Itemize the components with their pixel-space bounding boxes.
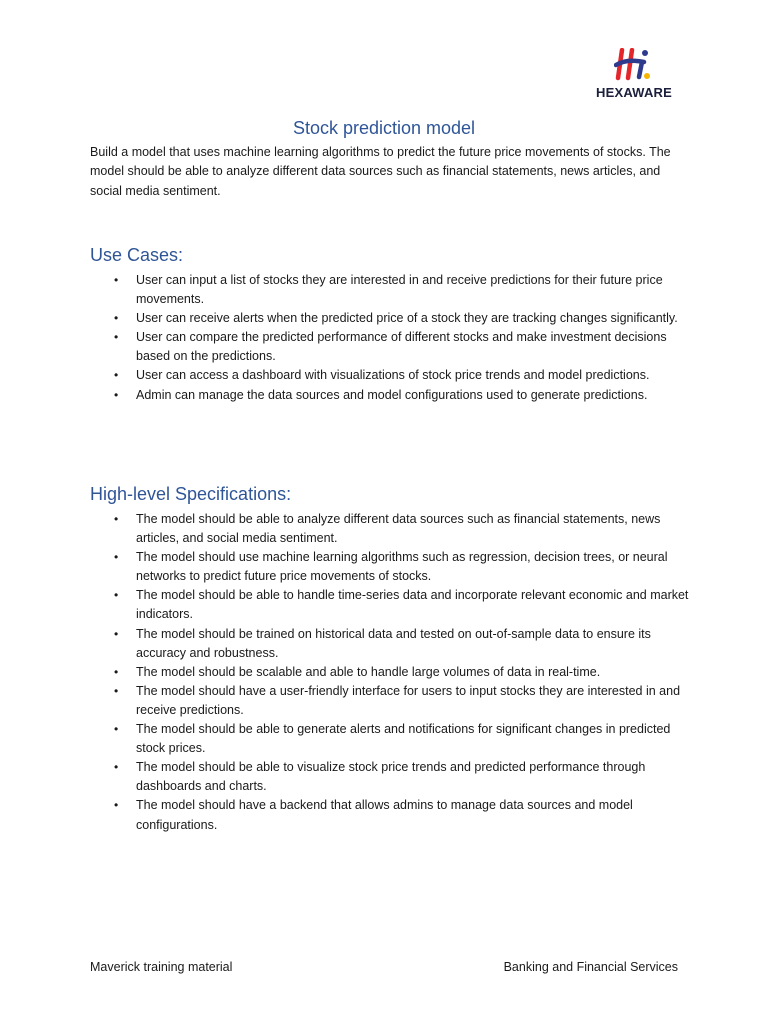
list-item <box>90 586 690 624</box>
list-item-text: The model should be able to handle time-series data and incorporate relevant economic and market indicators. <box>136 588 689 622</box>
specs-heading: High-level Specifications: <box>90 484 292 504</box>
list-item-text: User can compare the predicted performance of different stocks and make investment decisions based on the predictions. <box>136 330 667 364</box>
list-item <box>90 366 690 385</box>
list-item <box>90 386 690 405</box>
list-item-text: The model should have a backend that allows admins to manage data sources and model configurations. <box>136 798 633 832</box>
bullet-icon: • <box>114 311 119 326</box>
bullet-icon: • <box>114 550 119 565</box>
list-item-text: User can input a list of stocks they are interested in and receive predictions for their future price movements. <box>136 273 663 307</box>
specs-list <box>90 510 690 835</box>
bullet-icon: • <box>114 626 119 641</box>
list-item <box>90 328 690 366</box>
list-item-text: The model should be trained on historical data and tested on out-of-sample data to ensure its accuracy and robustness. <box>136 626 651 660</box>
list-item <box>90 682 690 720</box>
bullet-icon: • <box>114 512 119 526</box>
bullet-icon: • <box>114 588 119 603</box>
list-item-text: The model should have a user-friendly interface for users to input stocks they are interested in and receive predictions. <box>136 683 681 717</box>
list-item-text: The model should be able to visualize stock price trends and predicted performance through dashboards and charts. <box>136 760 646 794</box>
list-item-text: User can receive alerts when the predicted price of a stock they are tracking changes significantly. <box>136 311 678 326</box>
bullet-icon: • <box>114 798 119 813</box>
list-item <box>90 510 690 548</box>
bullet-icon: • <box>114 683 119 698</box>
list-item <box>90 720 690 758</box>
page-title: Stock prediction model <box>292 118 476 138</box>
footer-right-text: Banking and Financial Services <box>503 960 678 974</box>
hexaware-hi-icon <box>614 48 654 82</box>
list-item-text: The model should be able to analyze different data sources such as financial statements, news articles, and social media sentiment. <box>136 512 661 546</box>
bullet-icon: • <box>114 664 119 679</box>
bullet-icon: • <box>114 330 119 345</box>
list-item-text: The model should be able to generate alerts and notifications for significant changes in predicted stock prices. <box>136 722 671 756</box>
bullet-icon: • <box>114 760 119 775</box>
list-item <box>90 663 690 682</box>
use-cases-heading: Use Cases: <box>90 245 184 265</box>
list-item <box>90 625 690 663</box>
hexaware-logo <box>588 48 680 102</box>
list-item <box>90 309 690 328</box>
list-item <box>90 271 690 309</box>
bullet-icon: • <box>114 722 119 737</box>
bullet-icon: • <box>114 387 119 402</box>
list-item <box>90 758 690 796</box>
bullet-icon: • <box>114 368 119 383</box>
list-item-text: The model should use machine learning algorithms such as regression, decision trees, or neural networks to predict future price movements of stocks. <box>136 550 668 584</box>
intro-paragraph: Build a model that uses machine learning algorithms to predict the future price movements of stocks. The model should be able to analyze different data sources such as financial statements, news articles, and social media sentiment. <box>90 145 671 198</box>
list-item <box>90 548 690 586</box>
logo-wordmark: HEXAWARE <box>595 85 672 100</box>
list-item-text: Admin can manage the data sources and model configurations used to generate predictions. <box>136 387 648 402</box>
bullet-icon: • <box>114 273 119 287</box>
list-item <box>90 796 690 834</box>
list-item-text: The model should be scalable and able to handle large volumes of data in real-time. <box>136 664 601 679</box>
footer-left-text: Maverick training material <box>90 960 233 974</box>
use-cases-list <box>90 271 690 405</box>
list-item-text: User can access a dashboard with visualizations of stock price trends and model predictions. <box>136 368 650 383</box>
